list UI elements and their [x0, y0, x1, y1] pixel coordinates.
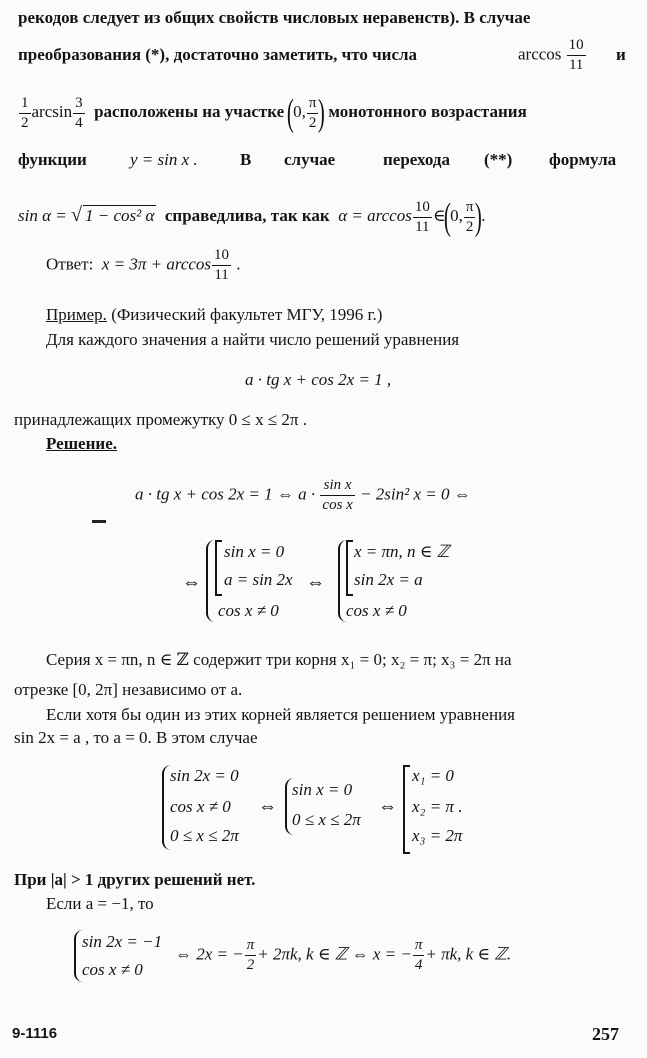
- example-source: (Физический факультет МГУ, 1996 г.): [111, 305, 383, 324]
- sys3-a1: sin 2x = −1: [82, 932, 163, 951]
- word-function: функции: [18, 150, 87, 169]
- sys3-result: [175, 938, 511, 973]
- frac-den: 11: [214, 267, 229, 283]
- series-line-2: отрезке [0, 2π] независимо от a.: [14, 680, 243, 699]
- answer-line: Ответ: x = 3π + arccos $\frac{10}{11}$ .: [46, 247, 241, 283]
- answer-formula: x = 3π + arccos: [101, 254, 212, 274]
- example-header: [46, 305, 382, 325]
- a-minus-one-line: Если a = −1, то: [46, 894, 154, 913]
- sys1-a3: cos x ≠ 0: [218, 601, 279, 620]
- word-formula: формула: [549, 150, 617, 169]
- frac-num: π: [413, 938, 425, 956]
- eq1-right: − 2sin² x = 0 ⇔: [360, 484, 471, 504]
- formula-y-sinx: y = sin x .: [130, 150, 198, 169]
- sys2-c1: x₁ = 0: [412, 766, 454, 785]
- sys2-equiv-1: ⇔: [258, 796, 277, 817]
- answer-label: Ответ:: [46, 254, 94, 274]
- conj-and: и: [616, 45, 626, 64]
- frac-num: π: [464, 200, 476, 218]
- page-number: 257: [592, 1024, 619, 1044]
- fraction-10-11: [567, 38, 586, 73]
- alpha-arccos: α = arccos: [338, 205, 412, 225]
- word-case: случае: [284, 150, 336, 169]
- frac-num: sin x: [320, 478, 354, 496]
- sys1-bracket-inner-2: [346, 540, 353, 596]
- text-line-2: [18, 45, 417, 65]
- fraction-3-4: [73, 96, 85, 131]
- frac-num: π: [245, 938, 257, 956]
- sys1-equiv-mid: ⇔: [306, 572, 325, 593]
- sys2-a2: cos x ≠ 0: [170, 797, 231, 816]
- example-equation: a · tg x + cos 2x = 1 ,: [245, 370, 392, 389]
- sys2-c2: x₂ = π .: [412, 797, 463, 816]
- fraction-1-2: [19, 96, 31, 131]
- word-transition: перехода: [383, 150, 450, 169]
- sys2-c3: x₃ = 2π: [412, 826, 463, 845]
- sys3-r1: ⇔ 2x = −: [175, 944, 244, 964]
- fraction-10-11-c: [212, 248, 231, 283]
- sqrt-sign: √: [70, 203, 82, 226]
- frac-num: 3: [73, 96, 85, 114]
- sys2-b1: sin x = 0: [292, 780, 353, 799]
- line3-tail: монотонного возрастания: [328, 101, 527, 121]
- fraction-pi-4: [413, 938, 425, 973]
- word-in: В: [240, 150, 252, 169]
- sin-alpha: sin α =: [18, 205, 71, 225]
- interval-zero: 0,: [293, 101, 306, 121]
- arccos-fraction-1: [518, 38, 587, 73]
- sys1-equiv: ⇔: [182, 572, 201, 593]
- sys2-b2: 0 ≤ x ≤ 2π: [292, 810, 361, 829]
- frac-num: 1: [19, 96, 31, 114]
- interval-zero: 0,: [450, 205, 463, 225]
- margin-dash-mark: [92, 520, 106, 523]
- frac-den: 11: [568, 57, 584, 73]
- sys3-r3: + πk, k ∈ ℤ.: [425, 944, 512, 964]
- line5-text: справедлива, так как: [164, 205, 330, 225]
- abs-a-line: При |a| > 1 других решений нет.: [14, 870, 256, 889]
- frac-num: π: [307, 96, 319, 114]
- example-range: принадлежащих промежутку 0 ≤ x ≤ 2π .: [14, 410, 308, 429]
- frac-den: 11: [415, 218, 430, 235]
- paren-right: ): [318, 92, 326, 134]
- line3-text: расположены на участке: [94, 101, 285, 121]
- sys1-a2: a = sin 2x: [224, 570, 293, 589]
- paren-left: (: [287, 92, 295, 134]
- frac-den: 2: [465, 218, 474, 235]
- solution-label: Решение.: [46, 434, 117, 453]
- example-task: Для каждого значения a найти число решений уравнения: [46, 330, 460, 349]
- fraction-pi-2-b: [464, 200, 476, 235]
- if-line-1: Если хотя бы один из этих корней является решением уравнения: [46, 705, 515, 724]
- sys3-a2: cos x ≠ 0: [82, 960, 143, 979]
- frac-num: 10: [212, 248, 231, 266]
- sys2-a3: 0 ≤ x ≤ 2π: [170, 826, 239, 845]
- if-line-2: sin 2x = a , то a = 0. В этом случае: [14, 728, 258, 747]
- line2-text: преобразования (*), достаточно заметить, что числа: [18, 45, 418, 64]
- fraction-sinx-cosx: [320, 478, 354, 513]
- fraction-10-11-b: [413, 200, 432, 235]
- arcsin-label: arcsin: [31, 101, 73, 121]
- sys1-bracket-inner: [215, 540, 222, 596]
- frac-den: 2: [21, 114, 29, 131]
- frac-den: 4: [75, 114, 83, 131]
- sys2-a1: sin 2x = 0: [170, 766, 239, 785]
- text-line-5: sin α = √ 1 − cos² α справедлива, так как α = arccos $\frac{10}{11}$ ∈(0, $\frac{\pi}{2}$ ).: [18, 196, 486, 238]
- sys1-a1: sin x = 0: [224, 542, 285, 561]
- sys2-equiv-2: ⇔: [378, 796, 397, 817]
- paren-left: (: [444, 196, 452, 238]
- sqrt-body: 1 − cos² α: [84, 205, 155, 225]
- sys1-b1: x = πn, n ∈ ℤ: [354, 542, 450, 561]
- frac-den: cos x: [322, 497, 353, 513]
- sys2-bracket-c: [403, 765, 410, 854]
- eq1-left: a · tg x + cos 2x = 1 ⇔ a ·: [135, 484, 316, 504]
- equation-1: [135, 478, 471, 513]
- text-line-3: [18, 94, 527, 132]
- sys1-b2: sin 2x = a: [354, 570, 423, 589]
- marker-double-star: (**): [484, 150, 513, 169]
- paren-right: ): [475, 196, 483, 238]
- sys3-r2: + 2πk, k ∈ ℤ ⇔ x = −: [257, 944, 412, 964]
- frac-num: 10: [413, 200, 432, 218]
- fraction-pi-2: [307, 96, 319, 131]
- example-label: Пример.: [46, 305, 107, 324]
- frac-num: 10: [567, 38, 586, 56]
- sys1-b3: cos x ≠ 0: [346, 601, 407, 620]
- frac-den: 4: [414, 957, 423, 973]
- footer-code: 9-1116: [12, 1025, 58, 1042]
- arccos-label: arccos: [518, 44, 562, 64]
- fraction-pi-2-c: [245, 938, 257, 973]
- series-line-1: Серия x = πn, n ∈ ℤ содержит три корня x₁ = 0; x₂ = π; x₃ = 2π на: [46, 650, 512, 669]
- frac-den: 2: [308, 114, 317, 131]
- text-line-1: рекодов следует из общих свойств числовых неравенств). В случае: [18, 8, 531, 27]
- frac-den: 2: [246, 957, 255, 973]
